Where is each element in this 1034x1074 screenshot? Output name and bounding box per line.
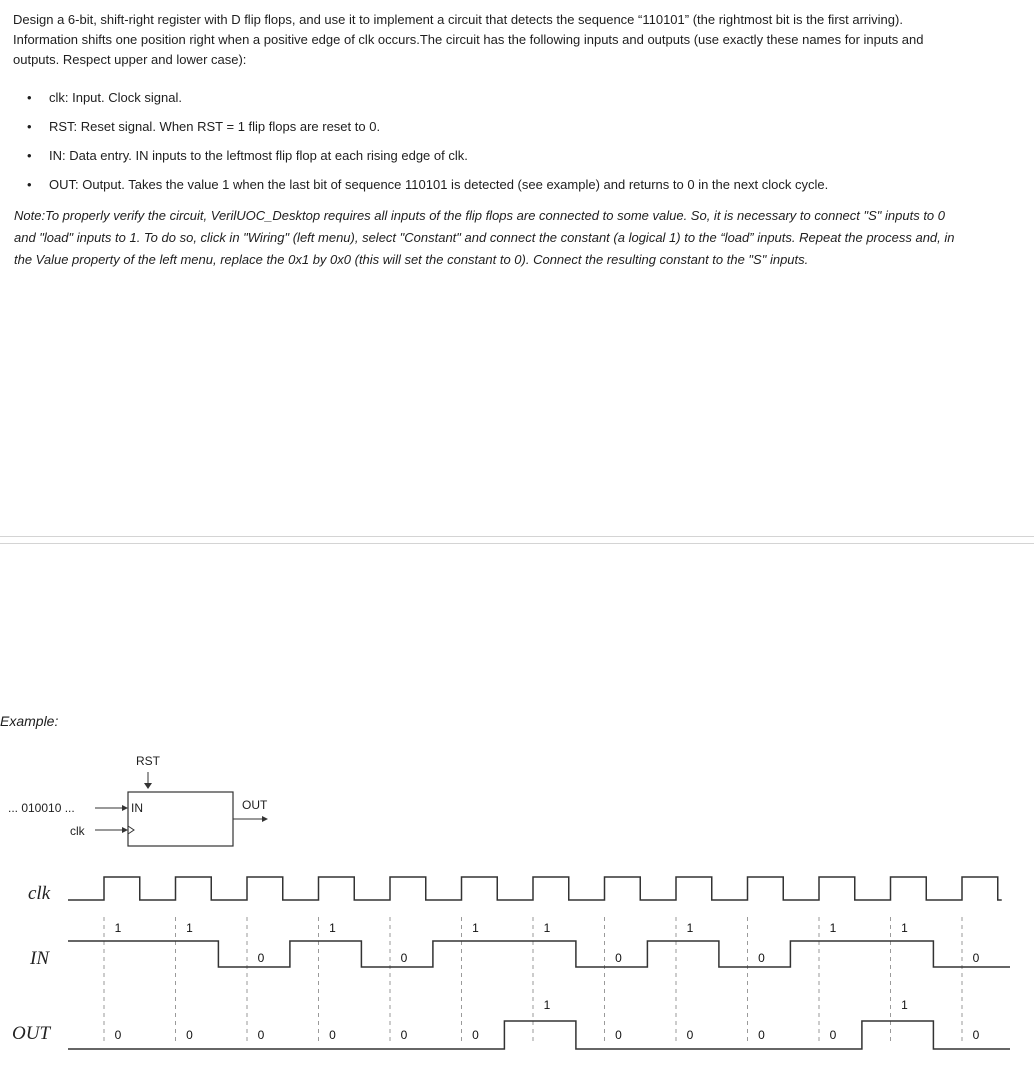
in-bit-label: 0 <box>257 951 265 965</box>
in-arrow-head <box>122 805 128 811</box>
clk-waveform <box>68 877 1002 900</box>
in-bit-label: 1 <box>901 921 908 935</box>
input-sequence-label: ... 010010 ... <box>8 801 75 815</box>
bullet-rst: • RST: Reset signal. When RST = 1 flip flops are reset to 0. <box>0 117 1000 146</box>
in-bit-label: 1 <box>114 921 122 935</box>
rst-arrow-head <box>144 783 152 789</box>
out-bit-label: 0 <box>257 1028 265 1042</box>
in-bit-label: 0 <box>972 951 980 965</box>
divider-top <box>0 536 1034 537</box>
register-box <box>128 792 233 846</box>
in-bit-label: 1 <box>829 921 837 935</box>
in-bit-label: 1 <box>686 921 694 935</box>
note-line-3: the Value property of the left menu, replace the 0x1 by 0x0 (this will set the constant to 0). Connect the resulting constant to the "S" inputs. <box>14 252 809 267</box>
out-bit-label: 1 <box>543 998 551 1012</box>
out-bit-label: 0 <box>472 1028 479 1042</box>
out-bit-label: 0 <box>329 1028 336 1042</box>
in-bit-label: 1 <box>186 921 193 935</box>
example-label: Example: <box>0 713 59 729</box>
out-bit-label: 0 <box>615 1028 622 1042</box>
out-arrow-head <box>262 816 268 822</box>
in-bit-label: 0 <box>615 951 622 965</box>
io-list <box>0 88 1000 204</box>
out-bit-label: 0 <box>829 1028 837 1042</box>
note-paragraph <box>14 205 1014 271</box>
in-signal-label: IN <box>30 948 49 969</box>
out-bit-label: 0 <box>186 1028 193 1042</box>
in-waveform <box>68 941 1010 967</box>
out-bit-label: 0 <box>758 1028 765 1042</box>
clk-arrow-head <box>122 827 128 833</box>
rst-label: RST <box>136 754 160 768</box>
out-waveform <box>68 1021 1010 1049</box>
in-bit-label: 1 <box>543 921 551 935</box>
out-bit-label: 1 <box>901 998 908 1012</box>
divider-bottom <box>0 543 1034 544</box>
bullet-out: • OUT: Output. Takes the value 1 when the last bit of sequence 110101 is detected (see example) and returns to 0 in the next clock cycle. <box>0 175 1000 204</box>
note-line-1: Note:To properly verify the circuit, VerilUOC_Desktop requires all inputs of the flip flops are connected to some value. So, it is necessary to connect "S" inputs to 0 <box>14 208 945 223</box>
bullet-in: • IN: Data entry. IN inputs to the leftmost flip flop at each rising edge of clk. <box>0 146 1000 175</box>
intro-line-3: outputs. Respect upper and lower case): <box>13 52 247 67</box>
in-bit-label: 0 <box>758 951 765 965</box>
in-bit-label: 1 <box>472 921 479 935</box>
waveforms <box>68 877 1010 1049</box>
in-port-label: IN <box>131 801 143 815</box>
note-line-2: and "load" inputs to 1. To do so, click in "Wiring" (left menu), select "Constant" and connect the constant (a logical 1) to the “load” inputs. Repeat the process and, in <box>14 230 955 245</box>
bullet-clk: • clk: Input. Clock signal. <box>0 88 1000 117</box>
timing-diagram <box>0 745 1010 1065</box>
out-bit-label: 0 <box>686 1028 694 1042</box>
clock-triangle <box>128 826 134 834</box>
in-bit-label: 1 <box>329 921 336 935</box>
problem-intro <box>13 10 1013 70</box>
register-block-diagram <box>8 754 268 846</box>
out-signal-label: OUT <box>12 1023 51 1044</box>
out-bit-label: 0 <box>972 1028 980 1042</box>
intro-line-2: Information shifts one position right when a positive edge of clk occurs.The circuit has the following inputs and outputs (use exactly these names for inputs and <box>13 32 924 47</box>
intro-line-1: Design a 6-bit, shift-right register with D flip flops, and use it to implement a circuit that detects the sequence “110101” (the rightmost bit is the first arriving). <box>13 12 903 27</box>
out-bit-label: 0 <box>114 1028 122 1042</box>
clk-signal-label: clk <box>28 883 51 904</box>
out-bit-label: 0 <box>400 1028 408 1042</box>
in-bit-label: 0 <box>400 951 408 965</box>
out-port-label: OUT <box>242 798 268 812</box>
clk-input-label: clk <box>70 824 85 838</box>
